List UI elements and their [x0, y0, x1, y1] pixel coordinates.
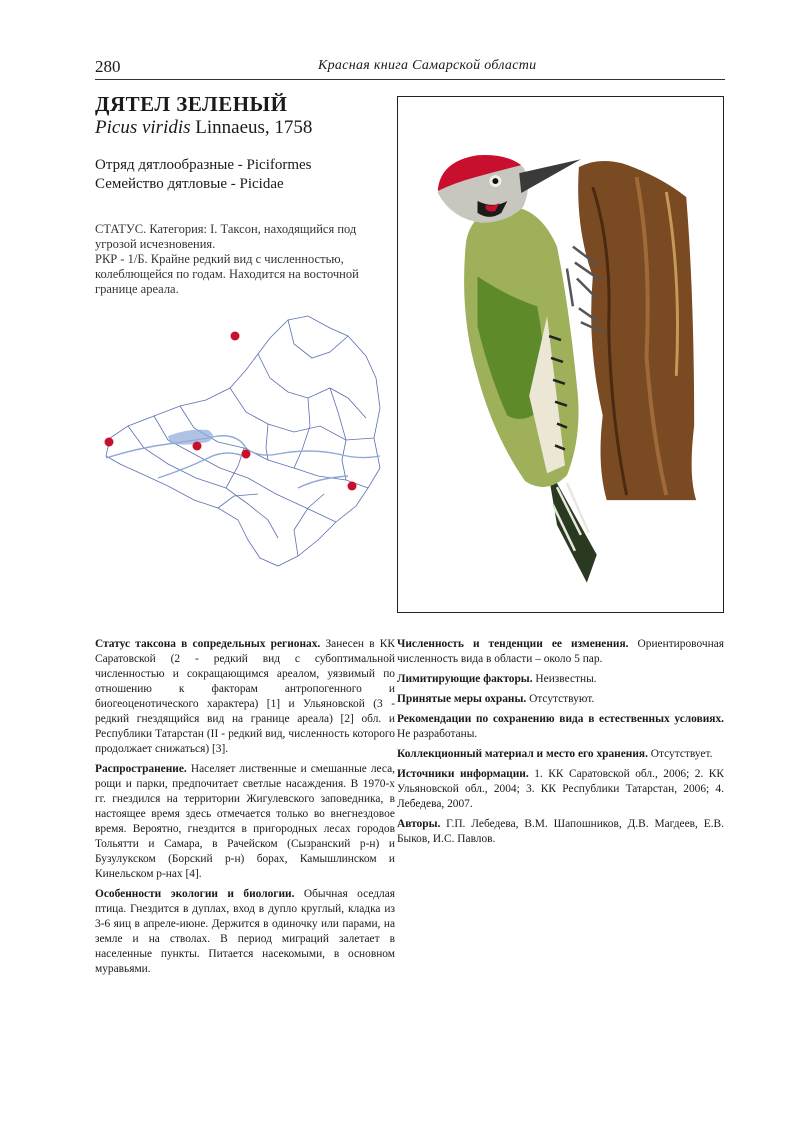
section-text: Занесен в КК Саратовской (2 - редкий вид с субоптимальной численностью и сокращающимся ареалом, уязвимый по отношению к факторам антропогенного и биогеоценотического характера) [1] и Ульяновской (3 - редкий гнездящийся вид на границе ареала) [2] обл. и Республики Татарстан (II - редкий вид, численность которого продолжает снижаться) [3].	[95, 638, 395, 755]
region-outline	[106, 316, 380, 566]
section-heading: Особенности экологии и биологии.	[95, 888, 295, 900]
section-paragraph	[397, 767, 724, 812]
section-heading: Численность и тенденции ее изменения.	[397, 638, 629, 650]
running-head: Красная книга Самарской области	[318, 58, 537, 73]
section-paragraph	[397, 712, 724, 742]
section-paragraph	[95, 887, 395, 977]
header-rule	[95, 79, 725, 80]
status-category: СТАТУС. Категория: I. Таксон, находящийся под угрозой исчезновения.	[95, 222, 357, 251]
section-paragraph	[397, 817, 724, 847]
section-text: Неизвестны.	[532, 673, 597, 685]
section-text: 1. КК Саратовской обл., 2006; 2. КК Ульяновской обл., 2004; 3. КК Республики Татарстан, 2006; 4. Лебедева, 2007.	[397, 768, 724, 810]
record-point	[105, 438, 114, 447]
section-heading: Принятые меры охраны.	[397, 693, 527, 705]
section-text: Обычная оседлая птица. Гнездится в дуплах, вход в дупло круглый, кладка из 3-6 яиц в апреле-июне. Держится в одиночку или парами, на земле и на стволах. В период миграций залетает в населенные пункты. Питается насекомыми, в основном муравьями.	[95, 888, 395, 975]
section-text: Г.П. Лебедева, В.М. Шапошников, Д.В. Магдеев, Е.В. Быков, И.С. Павлов.	[397, 818, 724, 845]
bird-beak	[519, 159, 581, 193]
status-rkr: РКР - 1/Б. Крайне редкий вид с численностью, колеблющейся по годам. Находится на восточной границе ареала.	[95, 252, 359, 296]
section-paragraph	[397, 747, 724, 762]
record-point	[193, 442, 202, 451]
section-heading: Рекомендации по сохранению вида в естественных условиях.	[397, 713, 724, 725]
section-text: Отсутствуют.	[526, 693, 595, 705]
species-latin	[95, 117, 312, 139]
page-number: 280	[95, 57, 121, 76]
section-paragraph	[397, 692, 724, 707]
latin-name: Picus viridis	[95, 117, 191, 138]
left-column	[95, 637, 395, 982]
record-point	[348, 482, 357, 491]
section-text: Населяет лиственные и смешанные леса, рощи и парки, предпочитает светлые насаждения. В 1970-х гг. гнездился на территории Жигулевского заповедника, в настоящее время здесь отмечается только во внегнездовое время. Вероятно, гнездится в пригородных лесах городов Тольятти и Самара, в Рачейском (Сызранский р-н) и Бузулукском (Борский р-н) борах, Камышлинском и Кинельском р-нах [4].	[95, 763, 395, 880]
latin-author: Linnaeus, 1758	[195, 117, 313, 138]
section-text: Ориентировочная численность вида в области – около 5 пар.	[397, 638, 724, 665]
family-line: Семейство дятловые - Picidae	[95, 176, 284, 192]
right-column	[397, 637, 724, 852]
section-paragraph	[95, 762, 395, 882]
reservoir	[168, 430, 213, 445]
section-paragraph	[397, 637, 724, 667]
section-heading: Авторы.	[397, 818, 441, 830]
record-point	[242, 450, 251, 459]
record-point	[231, 332, 240, 341]
section-heading: Коллекционный материал и место его хранения.	[397, 748, 648, 760]
distribution-map	[98, 308, 388, 573]
section-heading: Статус таксона в сопредельных регионах.	[95, 638, 321, 650]
section-heading: Лимитирующие факторы.	[397, 673, 533, 685]
section-text: Отсутствует.	[647, 748, 713, 760]
taxonomy	[95, 156, 312, 194]
order-line: Отряд дятлообразные - Piciformes	[95, 157, 312, 173]
status-block	[95, 222, 375, 297]
section-heading: Источники информации.	[397, 768, 529, 780]
illustration-frame	[397, 96, 724, 613]
woodpecker-illustration	[398, 97, 723, 612]
section-paragraph	[95, 637, 395, 757]
section-text: Не разработаны.	[397, 728, 478, 740]
section-paragraph	[397, 672, 724, 687]
species-title: ДЯТЕЛ ЗЕЛЕНЫЙ	[95, 92, 288, 116]
section-heading: Распространение.	[95, 763, 187, 775]
